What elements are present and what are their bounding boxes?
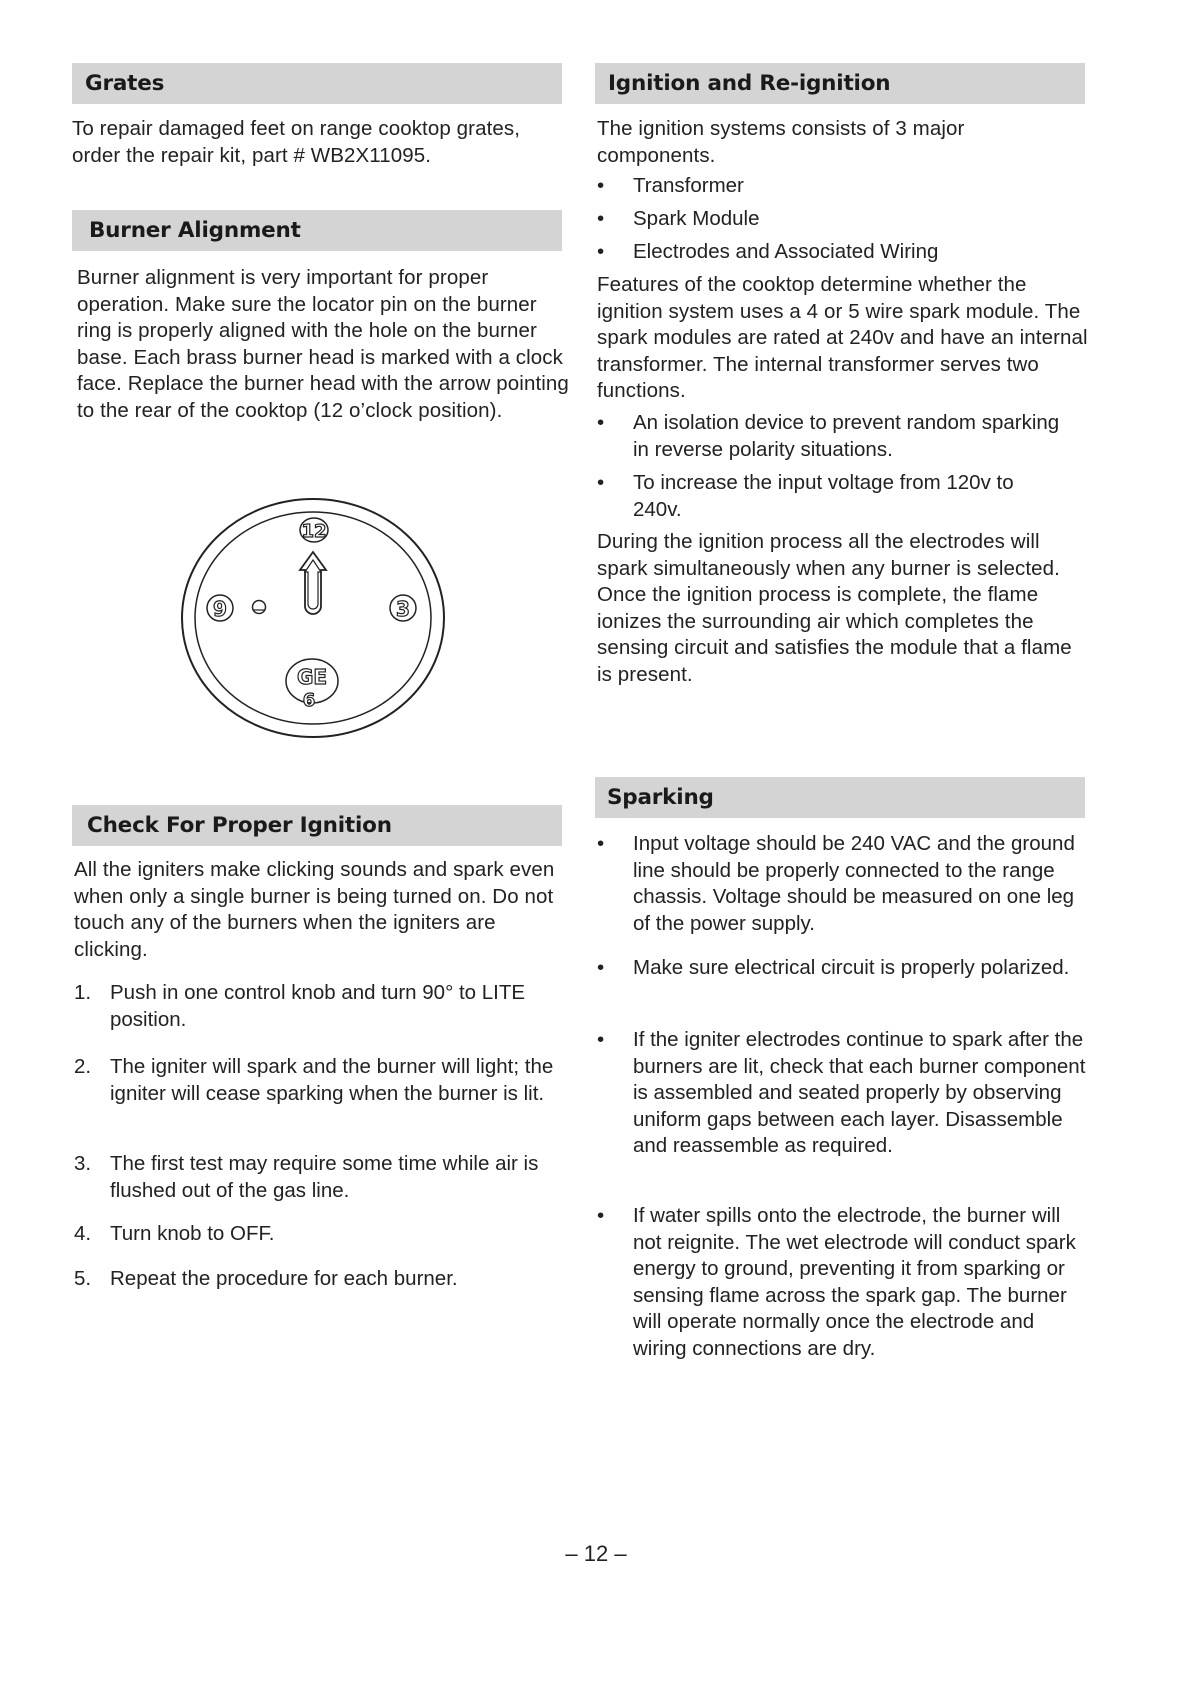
component-item-transformer: [597, 173, 1087, 200]
locator-hole: [253, 601, 266, 614]
grates-heading: Grates: [72, 63, 562, 104]
bullet: •: [597, 832, 605, 855]
bullet: •: [597, 1204, 605, 1227]
grates-body: To repair damaged feet on range cooktop grates, order the repair kit, part # WB2X11095.: [72, 117, 521, 167]
function-text: To increase the input voltage from 120v to 240v.: [633, 471, 1014, 521]
component-text: Transformer: [633, 174, 744, 197]
step-text: Turn knob to OFF.: [110, 1222, 275, 1245]
component-item-electrodes: [597, 239, 1087, 266]
clock-3-label: 3: [396, 597, 410, 621]
burner-alignment-body: Burner alignment is very important for proper operation. Make sure the locator pin on the burner ring is properly aligned with the hole on the burner base. Each brass burner head is marked with a clock face. Replace the burner head with the arrow pointing to the rear of the cooktop (12 o’clock position).: [77, 266, 569, 422]
sparking-item-voltage: [597, 831, 1087, 937]
ignition-process: During the ignition process all the electrodes will spark simultaneously when any burner is selected. Once the ignition process is complete, the flame ionizes the surrounding air which completes the sensing circuit and satisfies the module that a flame is present.: [597, 530, 1072, 686]
burner-head-diagram: [178, 496, 448, 741]
ignition-heading: Ignition and Re-ignition: [595, 63, 1085, 104]
function-text: An isolation device to prevent random sparking in reverse polarity situations.: [633, 411, 1060, 461]
bullet: •: [597, 956, 605, 979]
sparking-heading: Sparking: [595, 777, 1085, 818]
sparking-text: Input voltage should be 240 VAC and the ground line should be properly connected to the range chassis. Voltage should be measured on one leg of the power supply.: [633, 832, 1075, 935]
sparking-item-polarized: [597, 955, 1087, 982]
ge-logo-label: GE: [296, 665, 328, 689]
bullet: •: [597, 207, 605, 230]
step-number: 5.: [74, 1267, 92, 1290]
bullet: •: [597, 1028, 605, 1051]
component-text: Spark Module: [633, 207, 760, 230]
bullet: •: [597, 174, 605, 197]
step-number: 2.: [74, 1055, 92, 1078]
step-4: [74, 1221, 564, 1248]
bullet: •: [597, 471, 605, 494]
check-ignition-heading: Check For Proper Ignition: [72, 805, 562, 846]
ignition-features: Features of the cooktop determine whether the ignition system uses a 4 or 5 wire spark module. The spark modules are rated at 240v and have an internal transformer. The internal transformer serves two functions.: [597, 273, 1088, 403]
step-2: [74, 1054, 564, 1107]
step-text: The igniter will spark and the burner will light; the igniter will cease sparking when the burner is lit.: [110, 1055, 554, 1105]
function-item-isolation: [597, 410, 1067, 463]
sparking-text: If water spills onto the electrode, the burner will not reignite. The wet electrode will conduct spark energy to ground, preventing it from sparking or sensing flame across the spark gap. The burner will operate normally once the electrode and wiring connections are dry.: [633, 1204, 1076, 1360]
component-item-spark-module: [597, 206, 1087, 233]
component-text: Electrodes and Associated Wiring: [633, 240, 939, 263]
step-text: Push in one control knob and turn 90° to LITE position.: [110, 981, 526, 1031]
step-1: [74, 980, 564, 1033]
step-3: [74, 1151, 564, 1204]
bullet: •: [597, 411, 605, 434]
ignition-intro: The ignition systems consists of 3 major components.: [597, 117, 965, 167]
clock-6-label: 6: [302, 690, 316, 711]
step-text: The first test may require some time while air is flushed out of the gas line.: [110, 1152, 539, 1202]
clock-12-label: 12: [301, 521, 327, 542]
burner-alignment-heading: Burner Alignment: [72, 210, 562, 251]
sparking-item-water: [597, 1203, 1087, 1363]
function-item-voltage: [597, 470, 1067, 523]
sparking-text: If the igniter electrodes continue to spark after the burners are lit, check that each burner component is assembled and seated properly by observing uniform gaps between each layer. Disassemble and reassemble as required.: [633, 1028, 1086, 1158]
check-ignition-intro: All the igniters make clicking sounds and spark even when only a single burner is being turned on. Do not touch any of the burners when the igniters are clicking.: [74, 858, 555, 961]
step-number: 3.: [74, 1152, 92, 1175]
page-number: – 12 –: [565, 1541, 627, 1566]
bullet: •: [597, 240, 605, 263]
step-text: Repeat the procedure for each burner.: [110, 1267, 458, 1290]
step-number: 4.: [74, 1222, 92, 1245]
sparking-text: Make sure electrical circuit is properly polarized.: [633, 956, 1070, 979]
clock-9-label: 9: [213, 597, 227, 621]
step-5: [74, 1266, 564, 1293]
sparking-item-electrodes: [597, 1027, 1087, 1160]
step-number: 1.: [74, 981, 92, 1004]
